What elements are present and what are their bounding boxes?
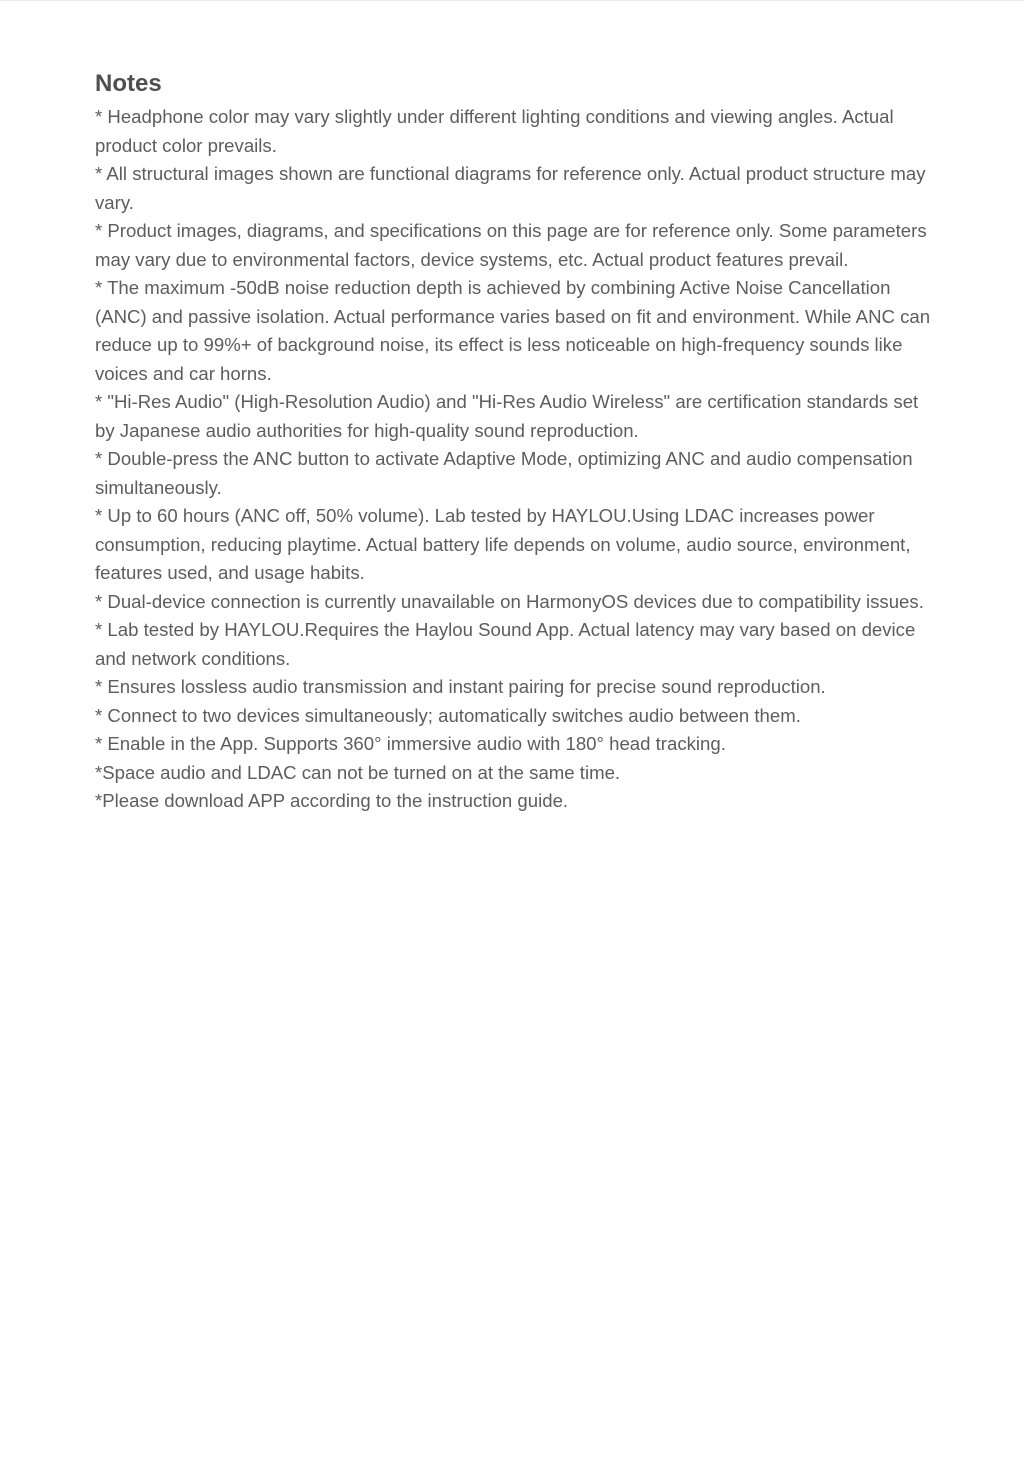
note-item: *Please download APP according to the instruction guide. — [95, 790, 569, 811]
note-item: * Product images, diagrams, and specifications on this page are for reference only. Some parameters may vary due to environmental factors, device systems, etc. Actual product features prevail. — [95, 220, 927, 270]
note-item: * Connect to two devices simultaneously; automatically switches audio between them. — [95, 704, 801, 726]
note-item: * "Hi-Res Audio" (High-Resolution Audio) and "Hi-Res Audio Wireless" are certification standards set by Japanese audio authorities for high-quality sound reproduction. — [95, 391, 919, 441]
note-item: * Double-press the ANC button to activate Adaptive Mode, optimizing ANC and audio compensation simultaneously. — [95, 448, 913, 498]
note-item: * Lab tested by HAYLOU.Requires the Haylou Sound App. Actual latency may vary based on device and network conditions. — [95, 619, 916, 669]
note-item: * All structural images shown are functional diagrams for reference only. Actual product structure may vary. — [95, 163, 926, 213]
note-item: * Headphone color may vary slightly under different lighting conditions and viewing angles. Actual product color prevails. — [95, 106, 894, 156]
note-item: *Space audio and LDAC can not be turned on at the same time. — [95, 761, 621, 783]
notes-title: Notes — [95, 70, 162, 97]
notes-section — [95, 68, 940, 816]
top-divider — [0, 0, 1024, 1]
note-item: * Enable in the App. Supports 360° immersive audio with 180° head tracking. — [95, 733, 726, 754]
note-item: * The maximum -50dB noise reduction depth is achieved by combining Active Noise Cancellation (ANC) and passive isolation. Actual performance varies based on fit and environment. While ANC can reduce up to 99%+ of background noise, its effect is less noticeable on high-frequency sounds like voices and car horns. — [95, 277, 931, 384]
note-item: * Up to 60 hours (ANC off, 50% volume). Lab tested by HAYLOU.Using LDAC increases power consumption, reducing playtime. Actual battery life depends on volume, audio source, environment, features used, and usage habits. — [95, 505, 911, 583]
note-item: * Dual-device connection is currently unavailable on HarmonyOS devices due to compatibility issues. — [95, 590, 924, 612]
note-item: * Ensures lossless audio transmission and instant pairing for precise sound reproduction. — [95, 676, 826, 697]
notes-list — [95, 103, 940, 816]
